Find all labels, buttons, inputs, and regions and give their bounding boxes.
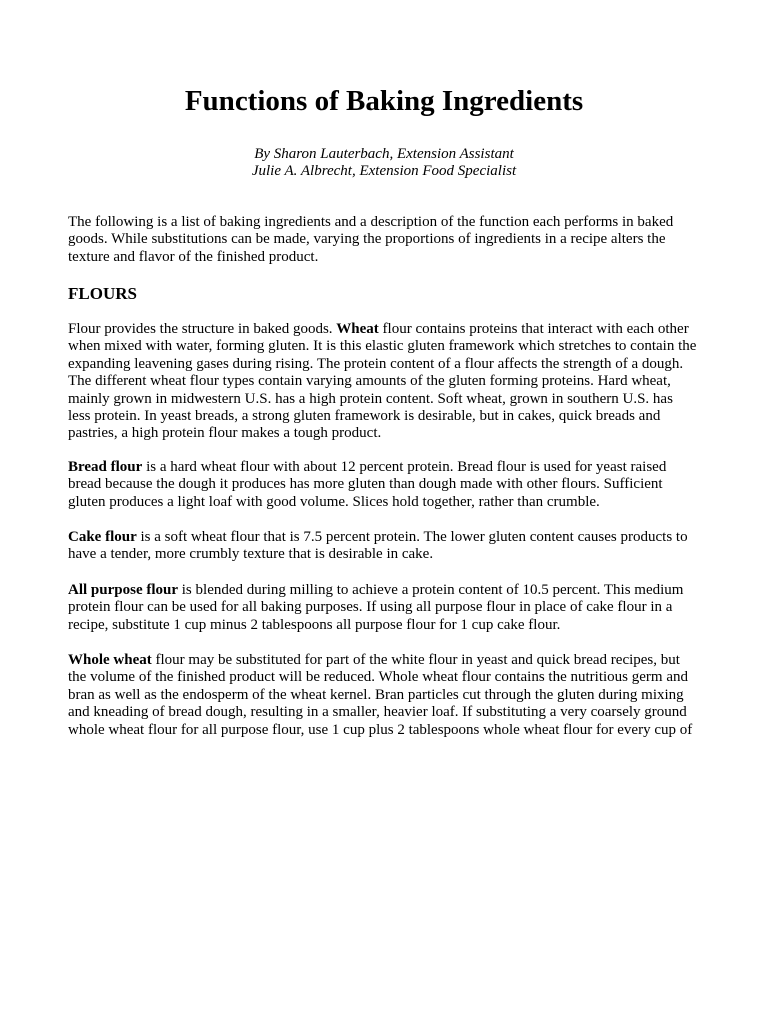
flour-line: less protein. In yeast breads, a strong gluten framework is desirable, but in cakes, quick breads and (68, 408, 661, 425)
bread-flour-line1-post: is a hard wheat flour with about 12 percent protein. Bread flour is used for yeast raised (142, 459, 667, 475)
byline-author-1: By Sharon Lauterbach, Extension Assistant (254, 146, 514, 162)
whole-wheat-line: and kneading of bread dough, resulting in a smaller, heavier loaf. If substituting a very coarsely ground (68, 704, 687, 721)
bread-flour-line: gluten produces a light loaf with good volume. Slices hold together, rather than crumble. (68, 493, 600, 510)
cake-flour-line: have a tender, more crumbly texture that is desirable in cake. (68, 546, 434, 563)
section-heading-flours: FLOURS (68, 284, 137, 303)
intro-line: The following is a list of baking ingredients and a description of the function each performs in baked (68, 214, 674, 230)
flour-line: when mixed with water, forming gluten. It is this elastic gluten framework which stretches to contain the (68, 338, 697, 355)
flour-paragraph (68, 321, 708, 443)
flour-line: expanding leavening gases during rising. The protein content of a flour affects the strength of a dough. (68, 355, 684, 372)
whole-wheat-line: the volume of the finished product will be reduced. Whole wheat flour contains the nutritious germ and (68, 669, 688, 686)
intro-line: texture and flavor of the finished product. (68, 248, 319, 265)
all-purpose-flour-paragraph (68, 582, 708, 634)
cake-flour-line1-post: is a soft wheat flour that is 7.5 percent protein. The lower gluten content causes products to (136, 529, 688, 545)
whole-wheat-line: bran as well as the endosperm of the wheat kernel. Bran particles cut through the gluten during mixing (68, 686, 684, 703)
all-purpose-flour-line1-post: is blended during milling to achieve a protein content of 10.5 percent. This medium (178, 582, 684, 598)
flour-line: pastries, a high protein flour makes a tough product. (68, 425, 382, 442)
flour-line (68, 321, 708, 338)
all-purpose-flour-line: recipe, substitute 1 cup minus 2 tablespoons all purpose flour for 1 cup cake flour. (68, 616, 561, 633)
flour-line1-post: flour contains proteins that interact with each other (378, 321, 689, 337)
bread-flour-line: bread because the dough it produces has more gluten than dough made with other flours. Sufficient (68, 476, 663, 493)
whole-wheat-term: Whole wheat (68, 652, 152, 668)
cake-flour-paragraph (68, 529, 708, 564)
whole-wheat-line (68, 652, 708, 669)
intro-paragraph (68, 214, 708, 266)
flour-line: mainly grown in midwestern U.S. has a high protein content. Soft wheat, grown in southern U.S. has (68, 390, 673, 407)
bread-flour-paragraph (68, 459, 708, 511)
byline-author-2: Julie A. Albrecht, Extension Food Specialist (251, 163, 517, 179)
byline (0, 146, 768, 180)
all-purpose-flour-line: protein flour can be used for all baking purposes. If using all purpose flour in place of cake flour in a (68, 599, 673, 616)
whole-wheat-line: whole wheat flour for all purpose flour, use 1 cup plus 2 tablespoons whole wheat flour for every cup of (68, 721, 693, 738)
intro-line: goods. While substitutions can be made, varying the proportions of ingredients in a recipe alters the (68, 231, 666, 248)
all-purpose-flour-line (68, 582, 708, 599)
all-purpose-flour-term: All purpose flour (68, 582, 179, 598)
cake-flour-line (68, 529, 708, 546)
page-title: Functions of Baking Ingredients (184, 85, 584, 117)
wheat-term: Wheat (336, 321, 379, 337)
bread-flour-term: Bread flour (68, 459, 143, 475)
flour-line1-pre: Flour provides the structure in baked goods. (68, 321, 337, 337)
whole-wheat-paragraph (68, 652, 708, 739)
bread-flour-line (68, 459, 708, 476)
flour-line: The different wheat flour types contain varying amounts of the gluten forming proteins. Hard wheat, (68, 373, 671, 390)
cake-flour-term: Cake flour (68, 529, 137, 545)
whole-wheat-line1-post: flour may be substituted for part of the white flour in yeast and quick bread recipes, but (151, 652, 680, 668)
